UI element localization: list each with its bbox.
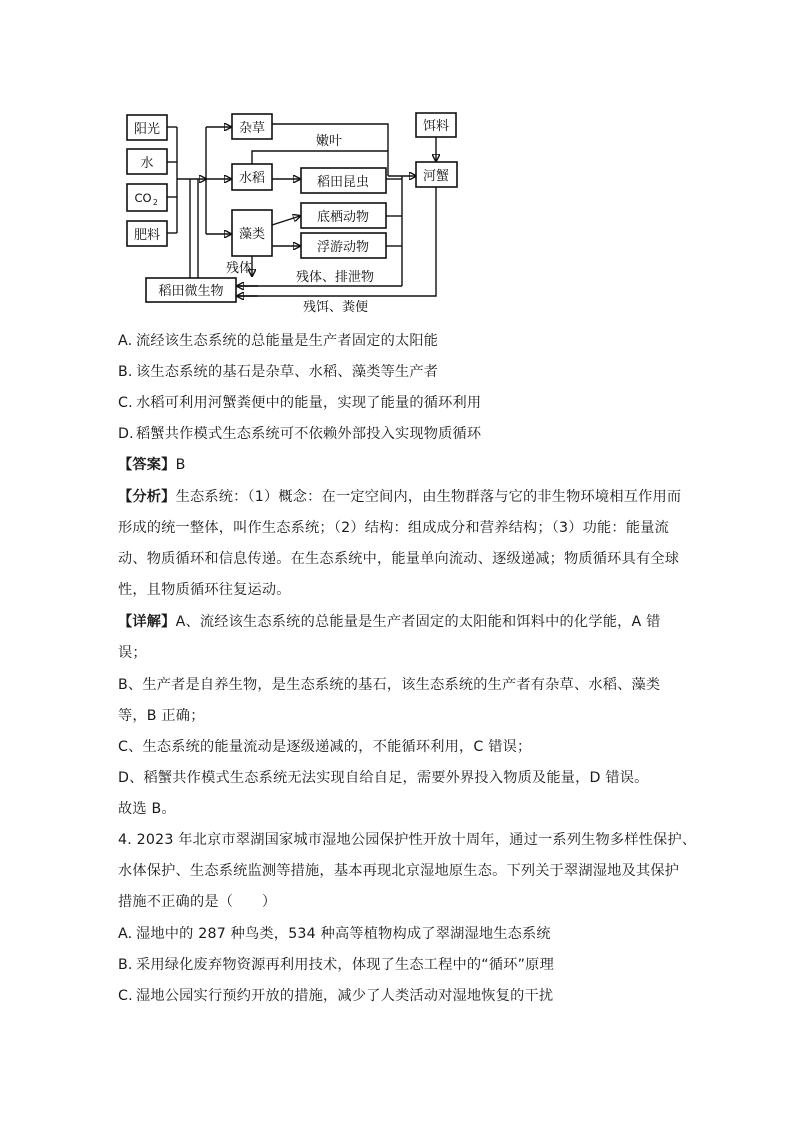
input-sunlight: 阳光 [133,122,161,137]
consumer-zooplankton: 浮游动物 [316,240,370,255]
analysis-line-4: 性，且物质循环往复运动。 [118,582,291,598]
crab-label: 河蟹 [422,169,450,184]
option-text: 湿地公园实行预约开放的措施，减少了人类活动对湿地恢复的干扰 [136,988,554,1004]
input-co2-subscript: 2 [153,198,158,207]
producer-algae: 藻类 [238,227,266,242]
answer-line [118,455,186,475]
rice-crab-ecosystem-diagram [118,106,474,316]
q4-option-c [118,986,553,1006]
option-text: 湿地中的 287 种鸟类，534 种高等植物构成了翠湖湿地生态系统 [136,926,551,942]
producer-rice: 水稻 [238,171,266,186]
label-feed-feces: 残饵、粪便 [303,300,369,315]
option-letter: C. [118,395,133,411]
option-text: 水稻可利用河蟹粪便中的能量，实现了能量的循环利用 [136,395,482,411]
option-text: 该生态系统的基石是杂草、水稻、藻类等生产者 [136,364,439,380]
label-tender-leaves: 嫩叶 [316,134,343,149]
q4-option-a [118,924,551,944]
producer-weeds: 杂草 [238,121,266,136]
analysis-line-2: 形成的统一整体，叫作生态系统；（2）结构：组成成分和营养结构；（3）功能：能量流 [118,520,669,536]
option-text: 流经该生态系统的总能量是生产者固定的太阳能 [136,333,439,349]
q3-option-d [118,424,481,444]
q4-stem-line-3: 措施不正确的是（ ） [118,894,277,910]
answer-tag: 【答案】 [118,457,176,473]
option-text: 采用绿化废弃物资源再利用技术，体现了生态工程中的“循环”原理 [136,957,554,973]
analysis-line-3: 动、物质循环和信息传递。在生态系统中，能量单向流动、逐级递减；物质循环具有全球 [118,551,680,567]
option-text: 稻蟹共作模式生态系统可不依赖外部投入实现物质循环 [136,426,482,442]
q3-option-b [118,362,438,382]
detail-line-6: D、稻蟹共作模式生态系统无法实现自给自足，需要外界投入物质及能量，D 错误。 [118,770,649,786]
q3-option-c [118,393,481,413]
analysis-tag: 【分析】 [118,489,176,505]
option-letter: D. [118,426,134,442]
option-letter: B. [118,364,133,380]
detail-line-3: B、生产者是自养生物，是生态系统的基石，该生态系统的生产者有杂草、水稻、藻类 [118,677,661,693]
label-residue: 残体 [226,261,253,276]
detail-text: A、流经该生态系统的总能量是生产者固定的太阳能和饵料中的化学能，A 错 [175,614,661,630]
option-letter: C. [118,988,133,1004]
option-letter: B. [118,957,133,973]
option-letter: A. [118,926,133,942]
input-co2: CO [134,191,152,205]
consumer-rice-insects: 稻田昆虫 [316,175,370,190]
feed-label: 饵料 [422,119,450,134]
detail-tag: 【详解】 [118,614,176,630]
q3-option-a [118,331,438,351]
detail-line-2: 误； [118,645,147,661]
analysis-text: 生态系统：（1）概念：在一定空间内，由生物群落与它的非生物环境相互作用而 [175,489,682,505]
q4-option-b [118,955,554,975]
input-water: 水 [140,156,154,171]
consumer-benthic-animals: 底栖动物 [316,210,370,225]
answer-value: B [175,457,186,473]
microbes-label: 稻田微生物 [158,284,224,299]
detail-line-1 [118,612,661,632]
q4-stem-line-2: 水体保护、生态系统监测等措施，基本再现北京湿地原生态。下列关于翠湖湿地及其保护 [118,863,680,879]
detail-line-5: C、生态系统的能量流动是逐级递减的，不能循环利用，C 错误； [118,739,532,755]
analysis-line-1 [118,487,681,507]
detail-line-4: 等，B 正确； [118,708,205,724]
detail-line-7: 故选 B。 [118,801,176,817]
option-letter: A. [118,333,133,349]
input-fertilizer: 肥料 [133,228,161,243]
q4-stem-line-1: 4. 2023 年北京市翠湖国家城市湿地公园保护性开放十周年，通过一系列生物多样性保护、 [118,832,697,848]
label-residue-excreta: 残体、排泄物 [296,270,375,285]
